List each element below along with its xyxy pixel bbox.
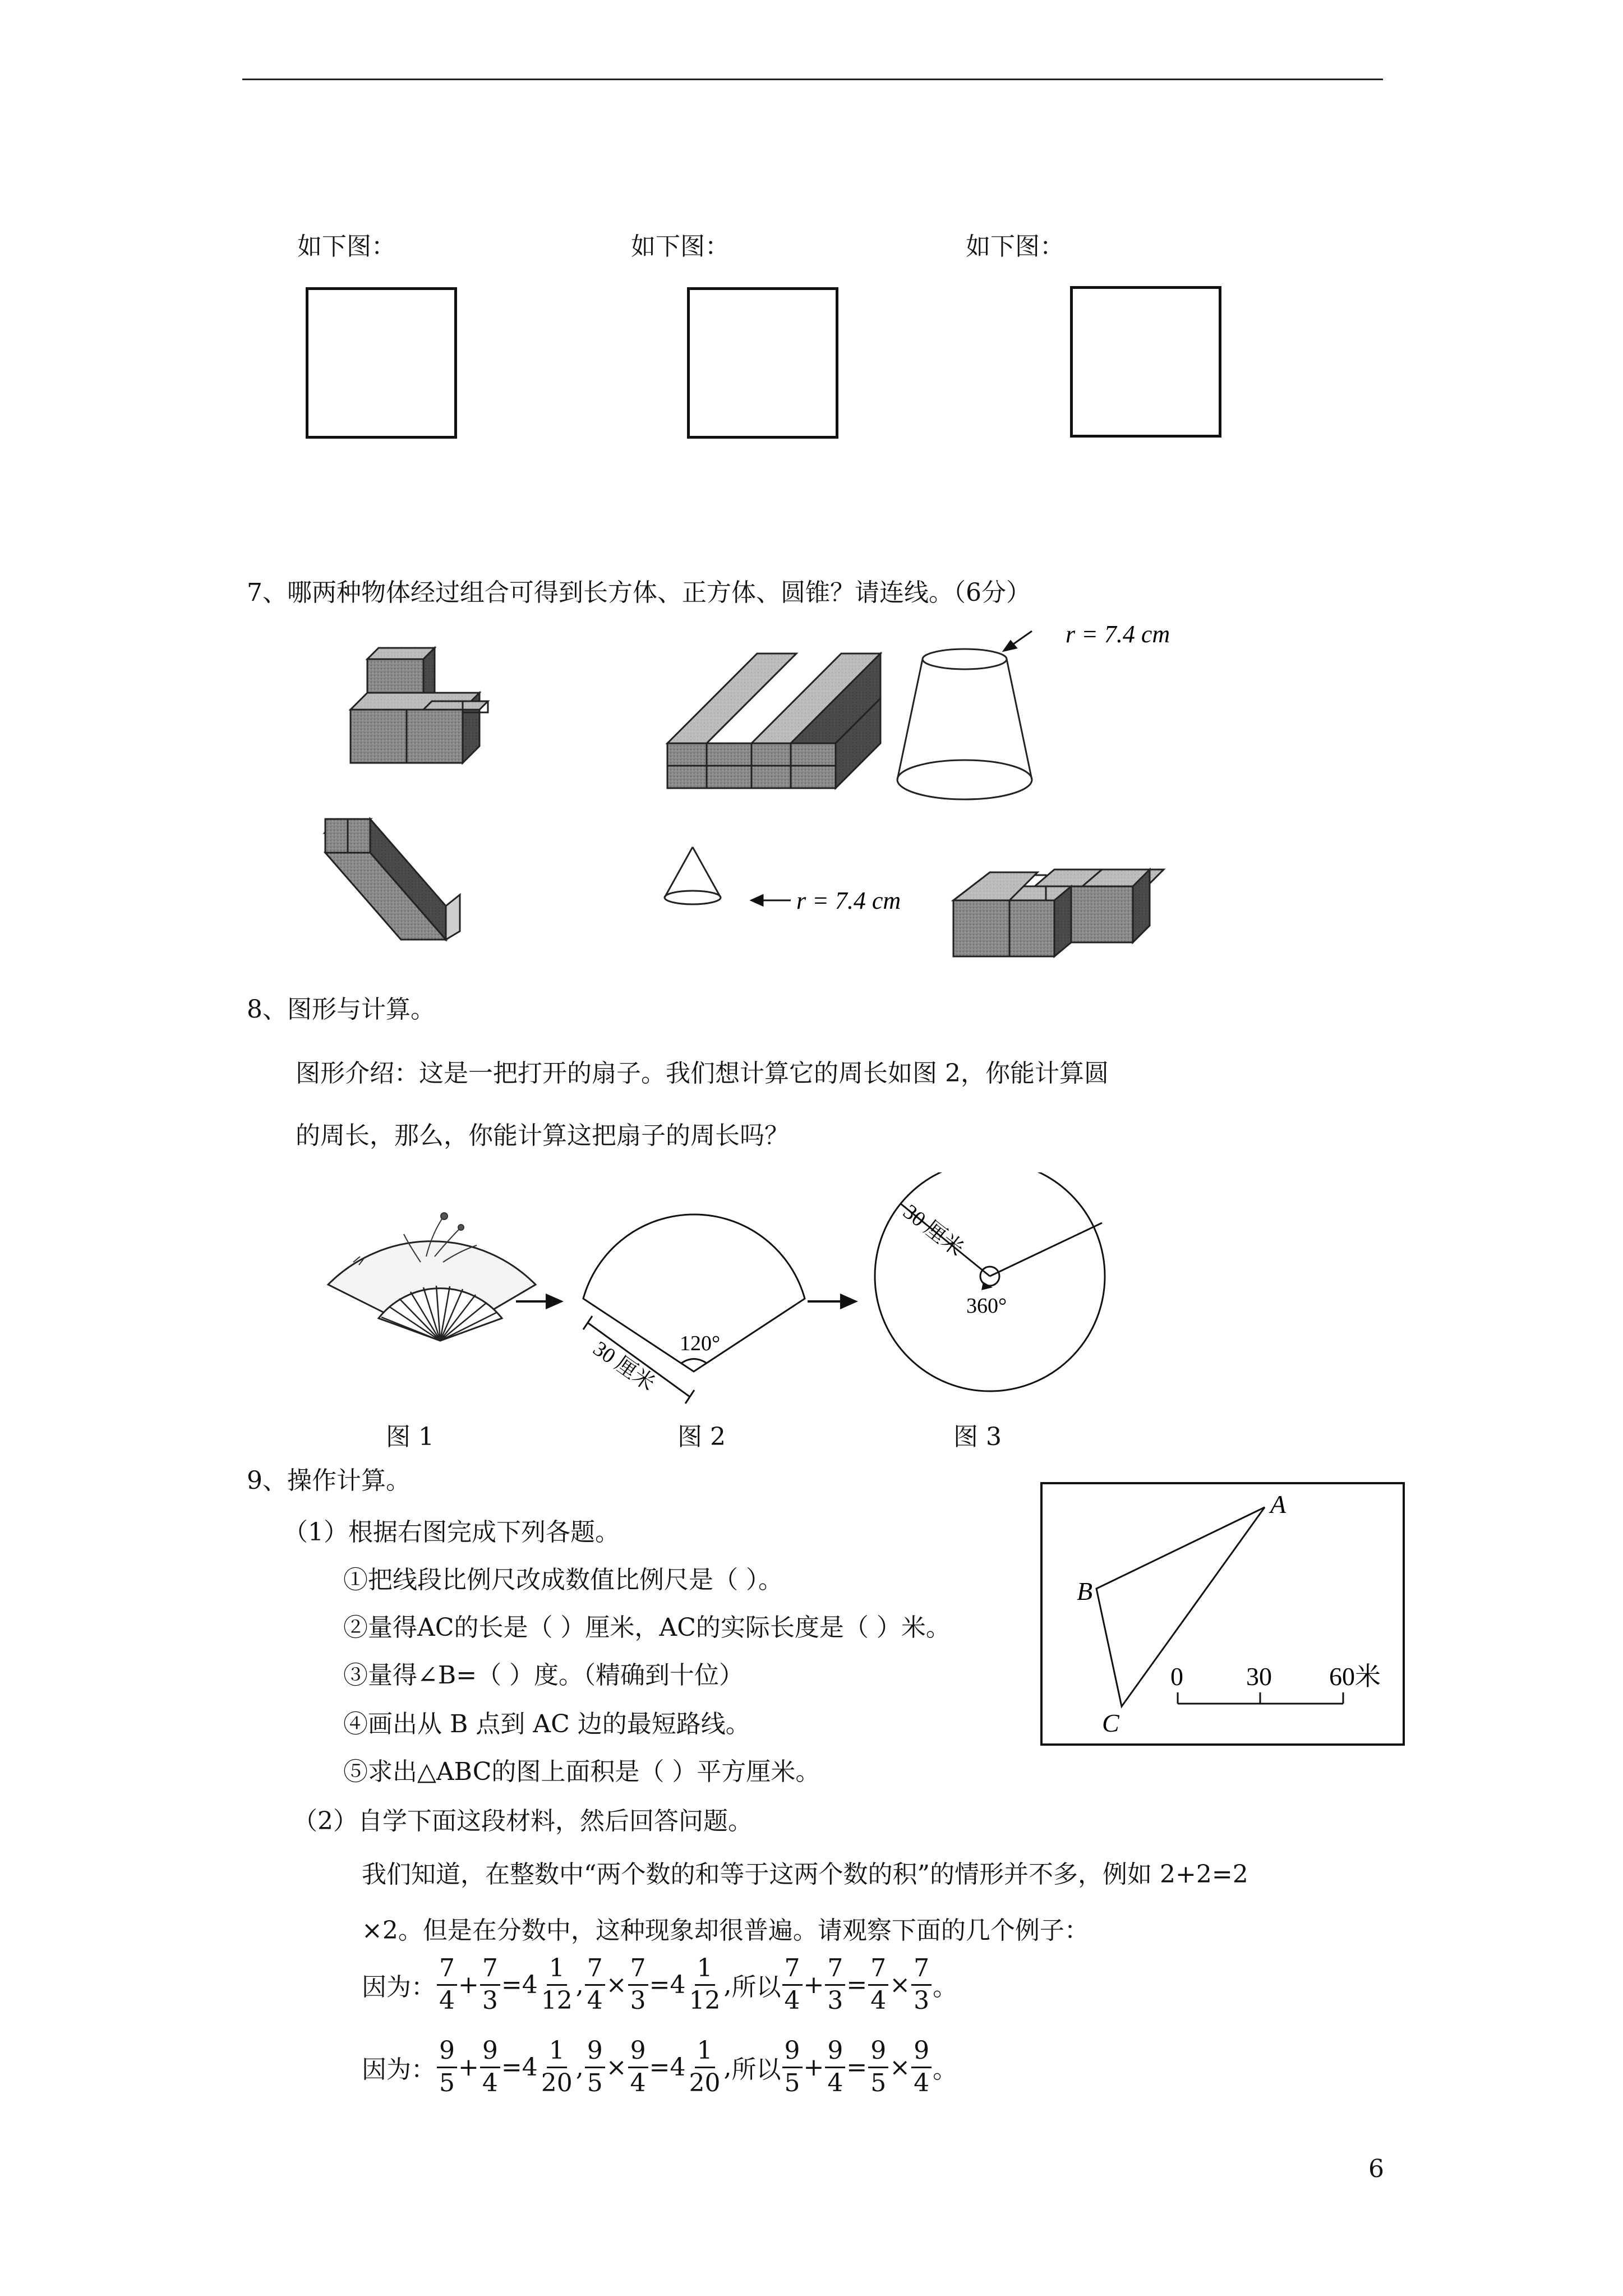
small-cone-shape bbox=[665, 847, 721, 904]
frac-1-12: $\frac{1}{12}$ bbox=[541, 1954, 573, 2015]
page-number: 6 bbox=[1368, 2155, 1384, 2183]
q9-title: 9、操作计算。 bbox=[247, 1466, 411, 1495]
frac-7-4: $\frac{7}{4}$ bbox=[868, 1955, 888, 2013]
frac-7-3: $\frac{7}{3}$ bbox=[825, 1955, 845, 2013]
answer-box-3 bbox=[1070, 286, 1221, 438]
channel-block-shape bbox=[667, 654, 880, 788]
whole-part: 4 bbox=[522, 2053, 538, 2082]
fan-figure bbox=[328, 1213, 536, 1341]
frac-1-20: $\frac{1}{20}$ bbox=[689, 2036, 721, 2097]
plus-sign: + bbox=[458, 2053, 479, 2082]
times-sign: × bbox=[889, 2053, 911, 2082]
vertex-c: C bbox=[1102, 1709, 1119, 1737]
arrow-fig1-fig2 bbox=[516, 1295, 561, 1308]
q7-title: 7、哪两种物体经过组合可得到长方体、正方体、圆锥？请连线。（6分） bbox=[247, 578, 1031, 607]
whole-part: 4 bbox=[522, 1970, 538, 1999]
frac-1-12: $\frac{1}{12}$ bbox=[689, 1954, 721, 2015]
frac-9-5: $\frac{9}{5}$ bbox=[585, 2038, 605, 2096]
equals-sign: = bbox=[649, 2053, 670, 2082]
fig1-label: 图 1 bbox=[386, 1423, 434, 1451]
q9-item-1: ①把线段比例尺改成数值比例尺是（ ）。 bbox=[343, 1566, 783, 1594]
frac-7-4: $\frac{7}{4}$ bbox=[585, 1955, 605, 2013]
q8-intro-line2: 的周长，那么，你能计算这把扇子的周长吗？ bbox=[296, 1121, 789, 1150]
scale-60: 60米 bbox=[1329, 1662, 1381, 1691]
frustum-shape bbox=[897, 649, 1032, 799]
equals-sign: = bbox=[501, 1970, 522, 1999]
vertex-b: B bbox=[1077, 1577, 1093, 1605]
triangle-figure bbox=[1040, 1482, 1405, 1746]
scale-0: 0 bbox=[1170, 1662, 1183, 1691]
because-label-1: 因为： bbox=[362, 1973, 436, 2001]
q9-part2: （2）自学下面这段材料，然后回答问题。 bbox=[293, 1807, 753, 1835]
frac-7-3: $\frac{7}{3}$ bbox=[480, 1955, 500, 2013]
answer-box-1 bbox=[306, 287, 457, 439]
scale-30: 30 bbox=[1246, 1662, 1272, 1691]
so-label: 所以 bbox=[731, 1973, 781, 2001]
r-label-top: r = 7.4 cm bbox=[1066, 620, 1170, 648]
fig2-radius: 30 厘米 bbox=[588, 1336, 660, 1396]
q9-para-line1: 我们知道，在整数中“两个数的和等于这两个数的积”的情形并不多，例如 2+2=2 bbox=[362, 1860, 1248, 1889]
fig2-label: 图 2 bbox=[677, 1423, 726, 1451]
q8-title: 8、图形与计算。 bbox=[247, 995, 435, 1024]
equals-sign: = bbox=[501, 2053, 522, 2082]
frac-7-4: $\frac{7}{4}$ bbox=[437, 1955, 457, 2013]
plus-sign: + bbox=[803, 1970, 824, 1999]
frac-9-5: $\frac{9}{5}$ bbox=[868, 2038, 888, 2096]
frac-7-3: $\frac{7}{3}$ bbox=[628, 1955, 648, 2013]
fig2-angle: 120° bbox=[680, 1332, 721, 1355]
times-sign: × bbox=[889, 1970, 911, 1999]
comma: , bbox=[723, 2053, 732, 2082]
whole-part: 4 bbox=[670, 2053, 686, 2082]
header-rule bbox=[242, 79, 1383, 80]
so-label: 所以 bbox=[731, 2055, 781, 2084]
times-sign: × bbox=[606, 2053, 627, 2082]
frac-9-5: $\frac{9}{5}$ bbox=[782, 2038, 803, 2096]
whole-part: 4 bbox=[670, 1970, 686, 1999]
period: 。 bbox=[933, 1973, 958, 2001]
comma: , bbox=[575, 2053, 584, 2082]
q8-intro-line1: 图形介绍：这是一把打开的扇子。我们想计算它的周长如图 2，你能计算圆 bbox=[296, 1059, 1109, 1088]
q7-figure bbox=[303, 617, 1267, 965]
equals-sign: = bbox=[846, 1970, 868, 1999]
q9-item-2: ②量得AC的长是（ ）厘米，AC的实际长度是（ ）米。 bbox=[343, 1613, 951, 1642]
frac-9-5: $\frac{9}{5}$ bbox=[437, 2038, 457, 2096]
frac-9-4: $\frac{9}{4}$ bbox=[825, 2038, 845, 2096]
q9-para-line2: ×2。但是在分数中，这种现象却很普遍。请观察下面的几个例子： bbox=[362, 1916, 1089, 1945]
cube-stack-shape bbox=[351, 648, 488, 763]
frac-7-3: $\frac{7}{3}$ bbox=[911, 1955, 932, 2013]
l-cubes-shape bbox=[953, 869, 1164, 956]
comma: , bbox=[575, 1970, 584, 1999]
q9-item-4: ④画出从 B 点到 AC 边的最短路线。 bbox=[343, 1710, 750, 1738]
period: 。 bbox=[933, 2055, 958, 2084]
arrow-fig2-fig3 bbox=[808, 1295, 855, 1308]
scale-bar bbox=[1178, 1692, 1343, 1704]
times-sign: × bbox=[606, 1970, 627, 1999]
example-1 bbox=[362, 1951, 957, 2018]
frac-7-4: $\frac{7}{4}$ bbox=[782, 1955, 803, 2013]
fig3-label: 图 3 bbox=[953, 1423, 1002, 1451]
frac-9-4: $\frac{9}{4}$ bbox=[911, 2038, 932, 2096]
frac-9-4: $\frac{9}{4}$ bbox=[480, 2038, 500, 2096]
caption-3: 如下图： bbox=[966, 232, 1064, 261]
frac-1-20: $\frac{1}{20}$ bbox=[541, 2036, 573, 2097]
frac-9-4: $\frac{9}{4}$ bbox=[628, 2038, 648, 2096]
equals-sign: = bbox=[649, 1970, 670, 1999]
r-label-bottom: r = 7.4 cm bbox=[796, 887, 901, 914]
plus-sign: + bbox=[458, 1970, 479, 1999]
r-arrow-bottom bbox=[751, 895, 791, 905]
vertex-a: A bbox=[1270, 1490, 1287, 1519]
because-label-2: 因为： bbox=[362, 2055, 436, 2084]
q9-item-3: ③量得∠B=（ ）度。（精确到十位） bbox=[343, 1661, 744, 1690]
q8-figure bbox=[314, 1172, 1127, 1453]
r-arrow-top bbox=[1004, 631, 1032, 651]
fig3-radius: 30 厘米 bbox=[898, 1199, 968, 1262]
example-2 bbox=[362, 2033, 957, 2101]
equals-sign: = bbox=[846, 2053, 868, 2082]
fig3-angle: 360° bbox=[966, 1294, 1007, 1318]
caption-2: 如下图： bbox=[631, 232, 730, 261]
long-bar-shape bbox=[325, 819, 460, 940]
plus-sign: + bbox=[803, 2053, 824, 2082]
answer-box-2 bbox=[687, 287, 838, 439]
comma: , bbox=[723, 1970, 732, 1999]
caption-1: 如下图： bbox=[297, 232, 396, 261]
q9-part1: （1）根据右图完成下列各题。 bbox=[283, 1518, 620, 1547]
q9-item-5: ⑤求出△ABC的图上面积是（ ）平方厘米。 bbox=[343, 1757, 820, 1786]
